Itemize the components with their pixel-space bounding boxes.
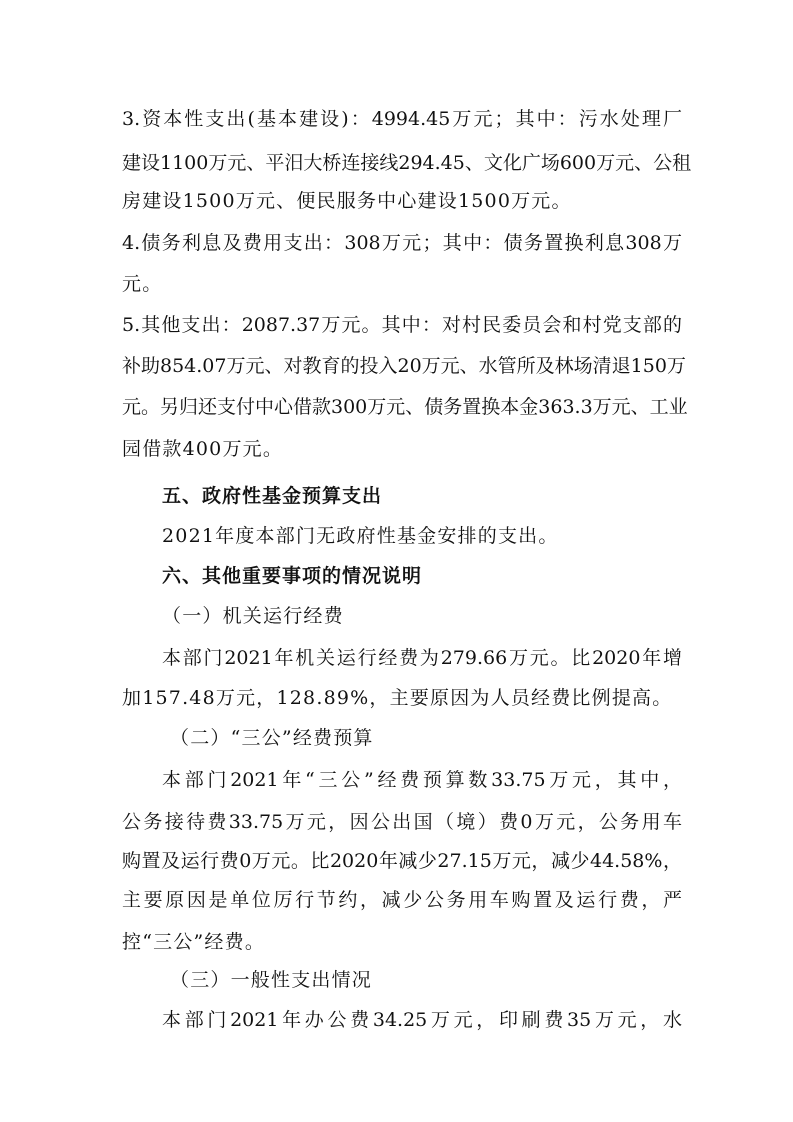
item5-line-3: 元。另归还支付中心借款300万元、债务置换本金363.3万元、工业 bbox=[122, 396, 688, 418]
item5-line-1: 5.其他支出：2087.37万元。其中：对村民委员会和村党支部的 bbox=[122, 314, 682, 336]
item4-line-1: 4.债务利息及费用支出：308万元；其中：债务置换利息308万 bbox=[122, 232, 682, 254]
sub2-line-3: 购置及运行费0万元。比2020年减少27.15万元，减少44.58%， bbox=[122, 850, 682, 872]
section5-body: 2021年度本部门无政府性基金安排的支出。 bbox=[162, 525, 559, 547]
sub2-line-4: 主要原因是单位厉行节约，减少公务用车购置及运行费，严 bbox=[122, 889, 682, 911]
sub2-heading: （二）“三公”经费预算 bbox=[170, 727, 374, 749]
item5-line-2: 补助854.07万元、对教育的投入20万元、水管所及林场清退150万 bbox=[122, 355, 686, 377]
section5-heading: 五、政府性基金预算支出 bbox=[162, 485, 383, 507]
section6-heading: 六、其他重要事项的情况说明 bbox=[162, 565, 423, 587]
sub1-line-2: 加157.48万元，128.89%，主要原因为人员经费比例提高。 bbox=[122, 687, 673, 709]
item3-line-1: 3.资本性支出(基本建设)：4994.45万元；其中：污水处理厂 bbox=[122, 108, 682, 130]
sub3-line-1: 本部门2021年办公费34.25万元，印刷费35万元，水 bbox=[162, 1009, 682, 1031]
item4-line-2: 元。 bbox=[122, 273, 163, 295]
sub2-line-2: 公务接待费33.75万元，因公出国（境）费0万元，公务用车 bbox=[122, 811, 682, 833]
sub3-heading: （三）一般性支出情况 bbox=[170, 969, 373, 991]
item5-line-4: 园借款400万元。 bbox=[122, 438, 284, 460]
sub2-line-1: 本部门2021年“三公”经费预算数33.75万元，其中， bbox=[162, 769, 682, 791]
sub1-heading: （一）机关运行经费 bbox=[162, 605, 344, 627]
sub2-line-5: 控“三公”经费。 bbox=[122, 931, 266, 953]
item3-line-2: 建设1100万元、平汨大桥连接线294.45、文化广场600万元、公租 bbox=[122, 152, 692, 174]
sub1-line-1: 本部门2021年机关运行经费为279.66万元。比2020年增 bbox=[162, 647, 682, 669]
item3-line-3: 房建设1500万元、便民服务中心建设1500万元。 bbox=[122, 190, 572, 212]
